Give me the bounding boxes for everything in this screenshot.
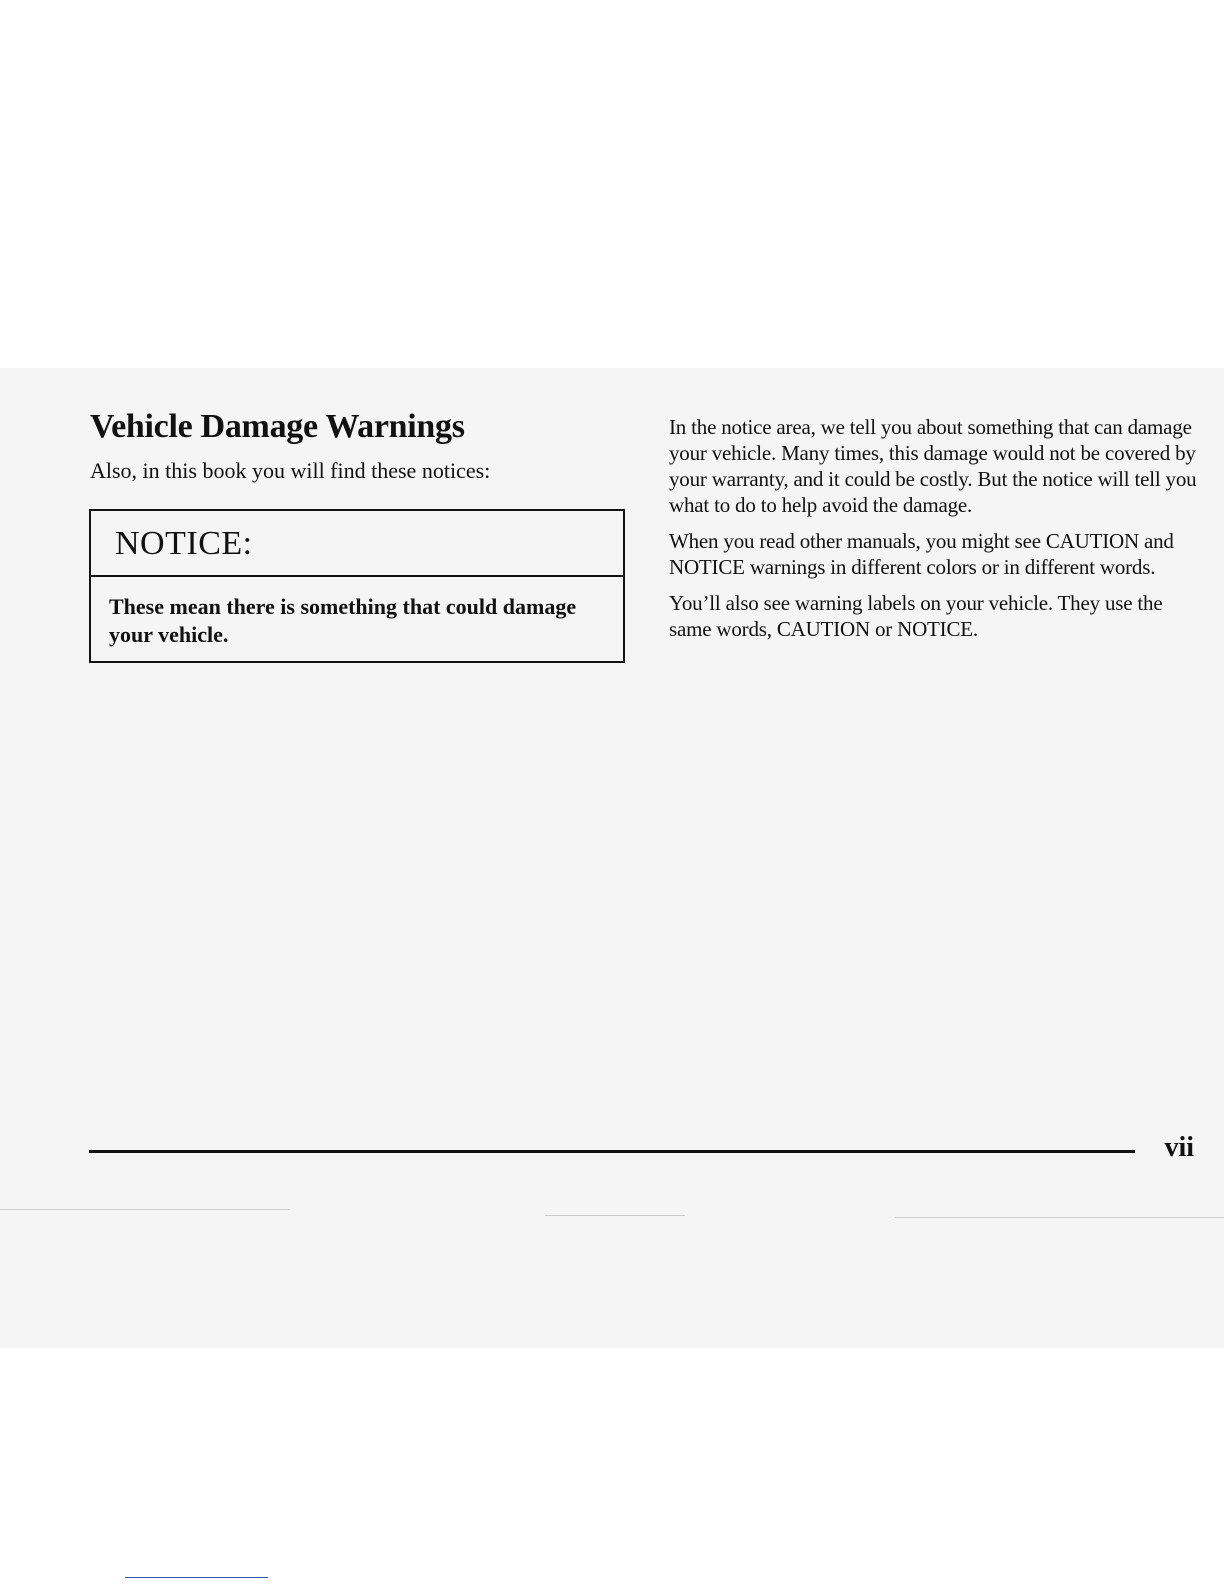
notice-body: These mean there is something that could damage your vehicle.: [109, 594, 577, 647]
notice-box: [89, 509, 625, 663]
section-title: Vehicle Damage Warnings: [90, 408, 465, 445]
paragraph-notice-area: In the notice area, we tell you about something that can damage your vehicle. Many times, this damage would not be covered by your warranty, and it could be costly. But the notice will tell you what to do to help avoid the damage.: [669, 415, 1197, 517]
bottom-rule: [125, 1577, 268, 1578]
footer-rule: [89, 1150, 1135, 1153]
scan-artifact-line: [545, 1215, 685, 1216]
scan-artifact-line: [895, 1217, 1224, 1218]
intro-text: Also, in this book you will find these notices:: [90, 458, 491, 483]
scan-artifact-line: [0, 1209, 290, 1210]
paragraph-other-manuals: When you read other manuals, you might see CAUTION and NOTICE warnings in different colors or in different words.: [669, 529, 1174, 579]
notice-header: NOTICE:: [91, 511, 623, 577]
page-number: vii: [1164, 1132, 1194, 1163]
right-column: [669, 414, 1209, 652]
paragraph-warning-labels: You’ll also see warning labels on your vehicle. They use the same words, CAUTION or NOTICE.: [669, 591, 1163, 641]
